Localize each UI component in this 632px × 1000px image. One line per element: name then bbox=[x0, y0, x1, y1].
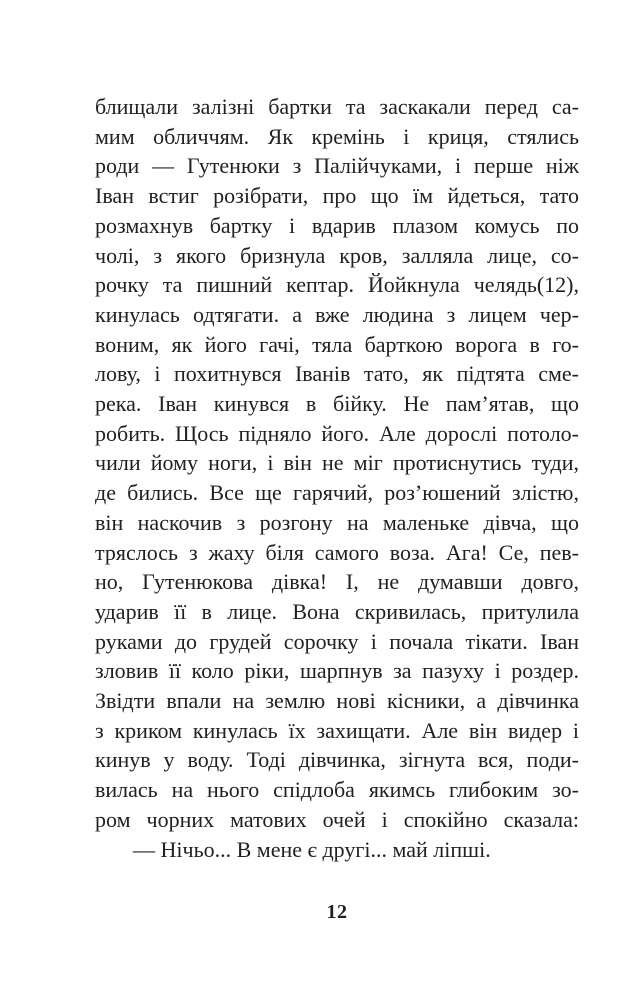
text-line: де бились. Все ще гарячий, роз’юшений злістю, bbox=[95, 480, 579, 506]
text-line: рочку та пишний кептар. Йойкнула челядь(12), bbox=[95, 272, 579, 298]
text-line: чили йому ноги, і він не міг протиснутись туди, bbox=[95, 450, 579, 476]
page-number: 12 bbox=[326, 901, 348, 923]
text-line: Іван встиг розібрати, про що їм йдеться, тато bbox=[95, 183, 579, 209]
text-line: чолі, з якого бризнула кров, залляла лице, со- bbox=[95, 242, 579, 268]
text-line: кинув у воду. Тоді дівчинка, зігнута вся, поди- bbox=[95, 747, 579, 773]
text-line: ударив її в лице. Вона скривилась, притулила bbox=[95, 598, 579, 624]
text-line: розмахнув бартку і вдарив плазом комусь по bbox=[95, 212, 579, 238]
text-line: ром чорних матових очей і спокійно сказала: bbox=[95, 806, 579, 832]
page-text bbox=[95, 92, 579, 864]
text-line: блищали залізні бартки та заскакали перед са- bbox=[95, 94, 579, 119]
text-line: з криком кинулась їх захищати. Але він видер і bbox=[95, 717, 579, 743]
text-line: тряслось з жаху біля самого воза. Ага! Се, пев- bbox=[95, 539, 579, 565]
body-paragraph bbox=[95, 92, 579, 835]
dialogue-line: — Нічьо... В мене є другі... май ліпші. bbox=[133, 836, 491, 862]
text-line: Звідти впали на землю нові кісники, а дівчинка bbox=[95, 688, 579, 714]
text-line: река. Іван кинувся в бійку. Не пам’ятав, що bbox=[95, 391, 579, 417]
text-line: він наскочив з розгону на маленьке дівча, що bbox=[95, 509, 579, 535]
text-line: кинулась одтягати. а вже людина з лицем чер- bbox=[95, 301, 579, 327]
text-line: руками до грудей сорочку і почала тікати. Іван bbox=[95, 628, 579, 654]
text-line: воним, як його гачі, тяла барткою ворога в го- bbox=[95, 331, 579, 357]
text-line: зловив її коло ріки, шарпнув за пазуху і роздер. bbox=[95, 658, 579, 684]
text-line: вилась на нього спідлоба якимсь глибоким зо- bbox=[95, 777, 579, 803]
text-line: роди — Гутенюки з Палійчуками, і перше ніж bbox=[95, 153, 579, 179]
dialogue-paragraph bbox=[95, 835, 579, 865]
text-line: робить. Щось підняло його. Але дорослі потоло- bbox=[95, 420, 579, 446]
text-line: но, Гутенюкова дівка! І, не думавши довго, bbox=[95, 569, 579, 595]
text-line: лову, і похитнувся Іванів тато, як підтята сме- bbox=[95, 361, 579, 387]
text-line: мим обличчям. Як кремінь і криця, стялись bbox=[95, 123, 579, 149]
